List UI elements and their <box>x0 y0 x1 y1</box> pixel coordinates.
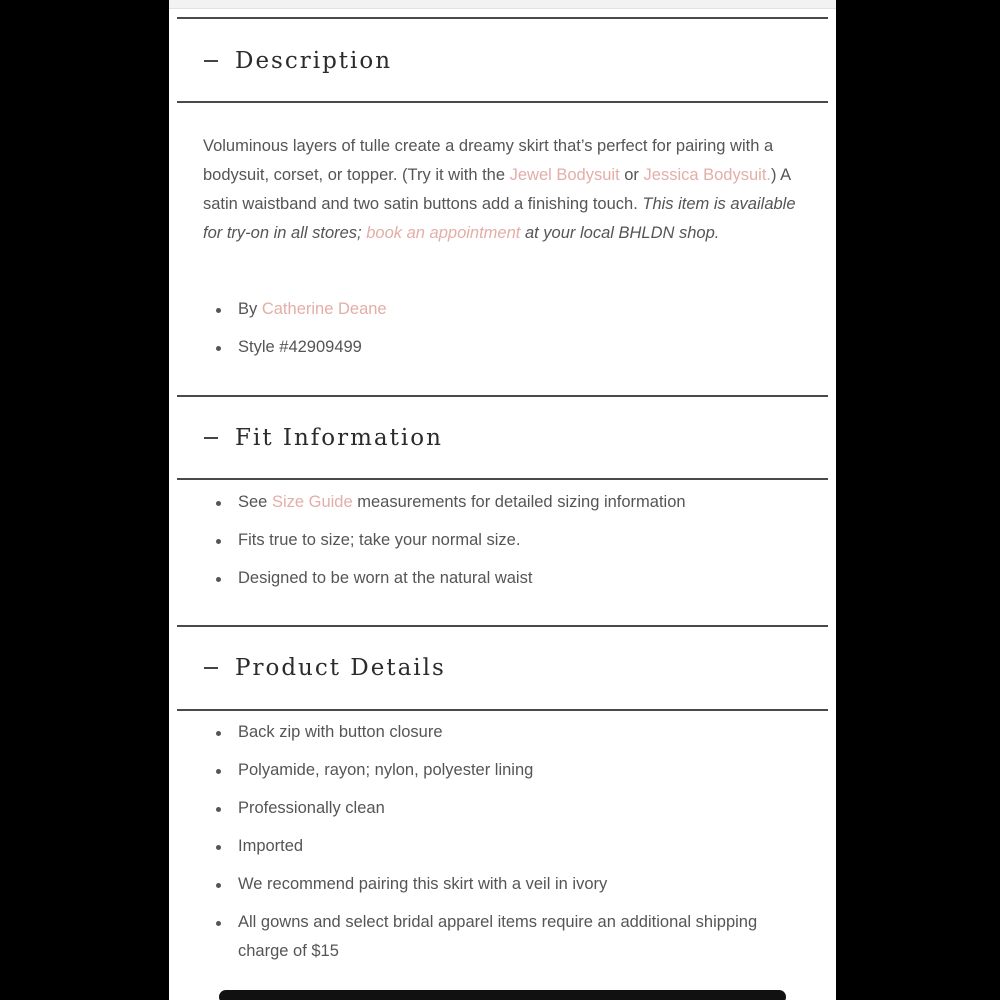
list-item: Style #42909499 <box>203 333 803 362</box>
description-title: Description <box>235 48 393 74</box>
product-details-title: Product Details <box>235 655 446 681</box>
list-item: Imported <box>203 832 803 861</box>
list-item: We recommend pairing this skirt with a veil in ivory <box>203 870 803 899</box>
divider <box>177 478 828 480</box>
fit-bullets <box>203 488 803 602</box>
list-item: By Catherine Deane <box>203 295 803 324</box>
list-item: Back zip with button closure <box>203 718 803 747</box>
divider <box>177 101 828 103</box>
list-item: All gowns and select bridal apparel items require an additional shipping charge of $15 <box>203 908 803 966</box>
top-strip <box>169 0 836 9</box>
list-item: Designed to be worn at the natural waist <box>203 564 803 593</box>
description-bullets <box>203 295 803 371</box>
divider <box>177 17 828 19</box>
list-item: Polyamide, rayon; nylon, polyester lining <box>203 756 803 785</box>
book-appointment-link[interactable]: book an appointment <box>366 224 521 242</box>
description-header[interactable] <box>169 36 836 86</box>
list-item: See Size Guide measurements for detailed sizing information <box>203 488 803 517</box>
collapse-minus-icon[interactable] <box>204 60 218 62</box>
fit-information-title: Fit Information <box>235 425 443 451</box>
collapse-minus-icon[interactable] <box>204 437 218 439</box>
divider <box>177 625 828 627</box>
designer-link[interactable]: Catherine Deane <box>261 300 387 318</box>
jessica-bodysuit-link[interactable]: Jessica Bodysuit. <box>643 166 771 184</box>
product-page <box>169 0 836 1000</box>
list-item: Fits true to size; take your normal size. <box>203 526 803 555</box>
jewel-bodysuit-link[interactable]: Jewel Bodysuit <box>509 166 620 184</box>
list-item: Professionally clean <box>203 794 803 823</box>
product-details-header[interactable] <box>169 643 836 693</box>
details-bullets <box>203 718 803 975</box>
divider <box>177 709 828 711</box>
collapse-minus-icon[interactable] <box>204 667 218 669</box>
home-indicator <box>219 990 786 1000</box>
fit-information-header[interactable] <box>169 413 836 463</box>
description-text: Voluminous layers of tulle create a dreamy skirt that’s perfect for pairing with a bodysuit, corset, or topper. (Try it with the Jewel Bodysuit or Jessica Bodysuit.) A satin waistband and two satin buttons add a finishing touch. This item is available for try-on in all stores; book an appointment at your local BHLDN shop. <box>203 137 796 242</box>
divider <box>177 395 828 397</box>
size-guide-link[interactable]: Size Guide <box>271 493 353 511</box>
